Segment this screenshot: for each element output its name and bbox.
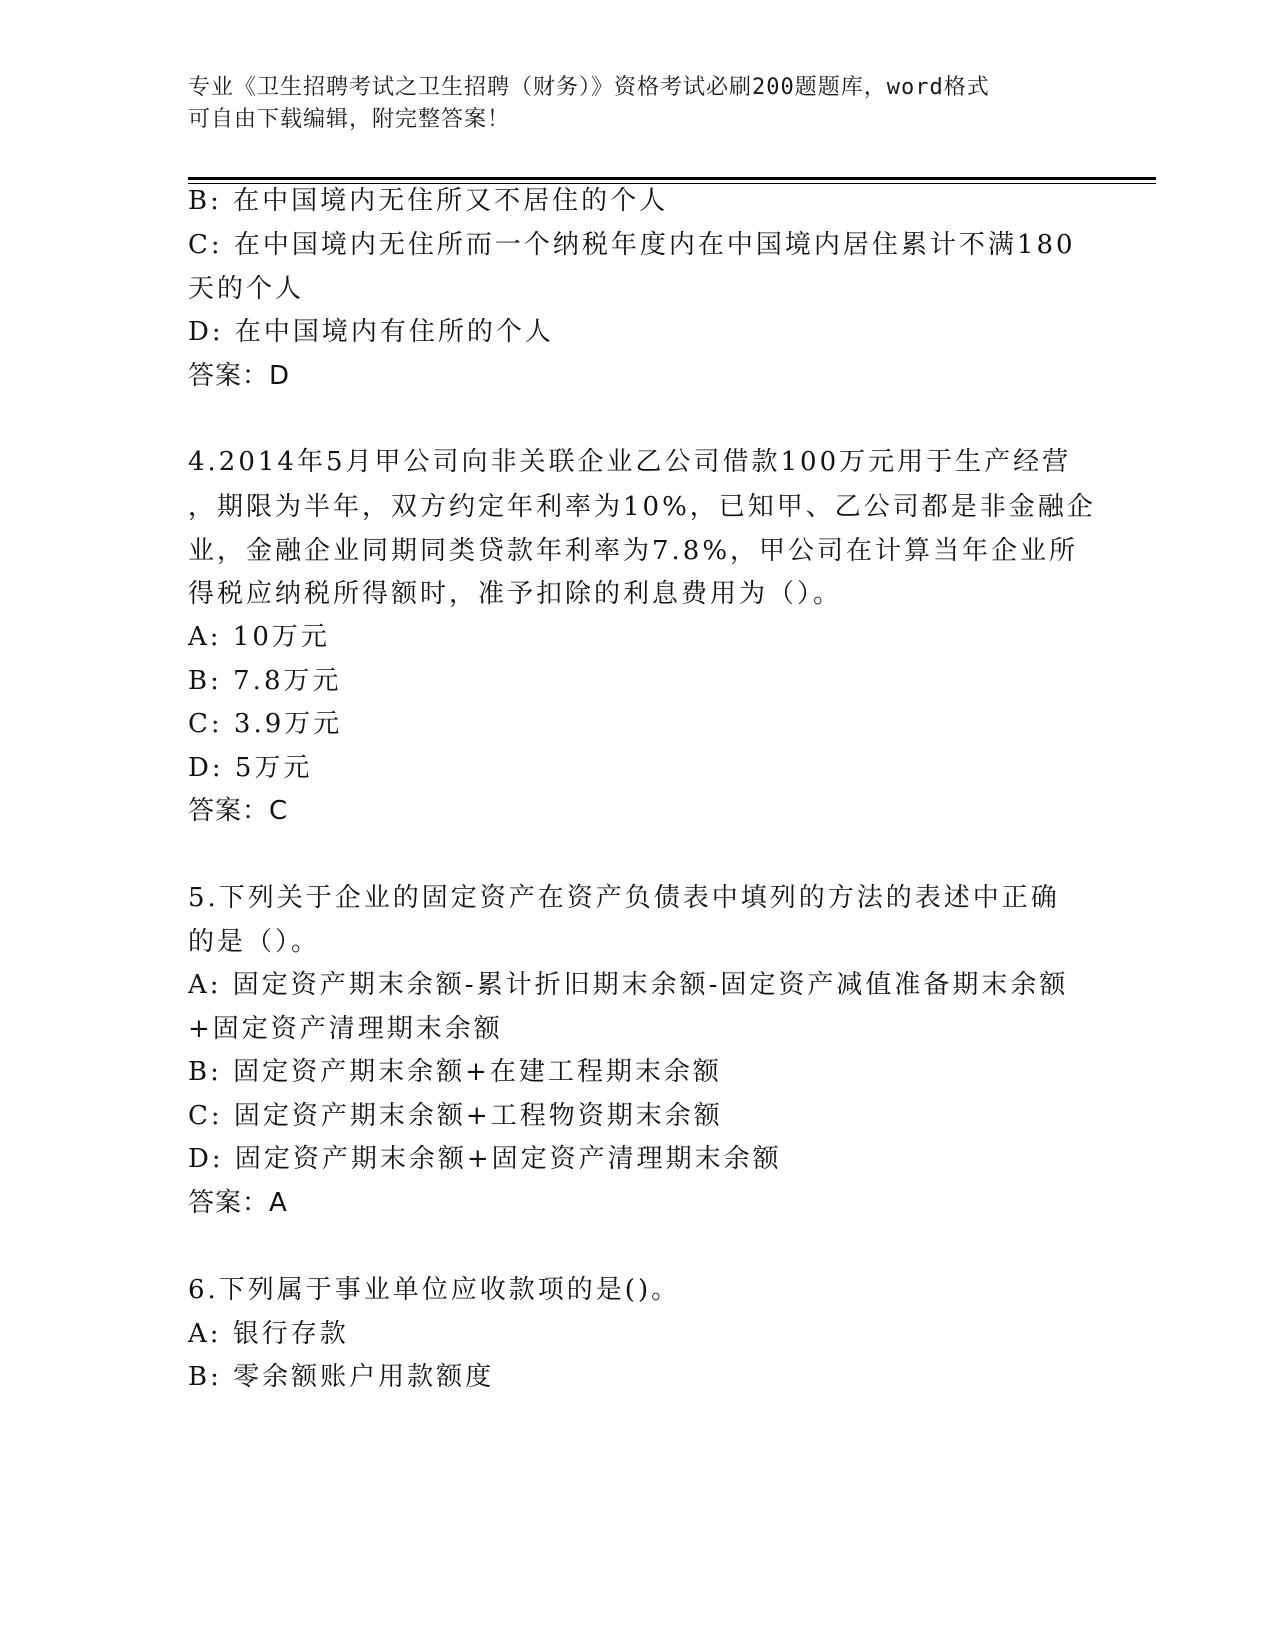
q4-option-a: A: 10万元 (188, 622, 330, 652)
q4-option-b: B: 7.8万元 (188, 666, 342, 696)
q5-answer: 答案：A (188, 1188, 288, 1218)
q4-stem-line-2: ，期限为半年，双方约定年利率为10%，已知甲、乙公司都是非金融企 (188, 492, 1096, 522)
q5-stem-line-2: 的是（）。 (188, 927, 321, 957)
q3-option-b: B: 在中国境内无住所又不居住的个人 (188, 186, 669, 216)
q6-option-a: A: 银行存款 (188, 1319, 349, 1349)
q5-option-b: B: 固定资产期末余额+在建工程期末余额 (188, 1057, 722, 1087)
q4-stem-line-3: 业，金融企业同期同类贷款年利率为7.8%，甲公司在计算当年企业所 (188, 536, 1079, 566)
q6-stem: 6.下列属于事业单位应收款项的是()。 (188, 1275, 681, 1305)
header-title-line-1: 专业《卫生招聘考试之卫生招聘（财务）》资格考试必刷200题题库，word格式 (188, 75, 990, 100)
q4-option-c: C: 3.9万元 (188, 709, 343, 739)
q3-option-d: D: 在中国境内有住所的个人 (188, 317, 554, 347)
q3-option-c-line-2: 天的个人 (188, 274, 305, 304)
q4-stem-line-4: 得税应纳税所得额时，准予扣除的利息费用为（）。 (188, 579, 843, 609)
header-title-line-2: 可自由下载编辑，附完整答案！ (188, 107, 511, 132)
q5-option-a-line-2: +固定资产清理期末余额 (188, 1014, 503, 1044)
q3-answer: 答案：D (188, 361, 291, 391)
q4-stem-line-1: 4.2014年5月甲公司向非关联企业乙公司借款100万元用于生产经营 (188, 447, 1072, 477)
q5-option-a-line-1: A: 固定资产期末余额-累计折旧期末余额-固定资产减值准备期末余额 (188, 970, 1069, 1000)
header-divider-thick (188, 177, 1156, 180)
q6-option-b: B: 零余额账户用款额度 (188, 1362, 495, 1392)
q5-option-d: D: 固定资产期末余额+固定资产清理期末余额 (188, 1144, 782, 1174)
q5-stem-line-1: 5.下列关于企业的固定资产在资产负债表中填列的方法的表述中正确 (188, 883, 1060, 913)
q4-answer: 答案：C (188, 796, 289, 826)
q5-option-c: C: 固定资产期末余额+工程物资期末余额 (188, 1101, 723, 1131)
q4-option-d: D: 5万元 (188, 753, 313, 783)
document-header (188, 72, 1068, 136)
q3-option-c-line-1: C: 在中国境内无住所而一个纳税年度内在中国境内居住累计不满180 (188, 230, 1076, 260)
